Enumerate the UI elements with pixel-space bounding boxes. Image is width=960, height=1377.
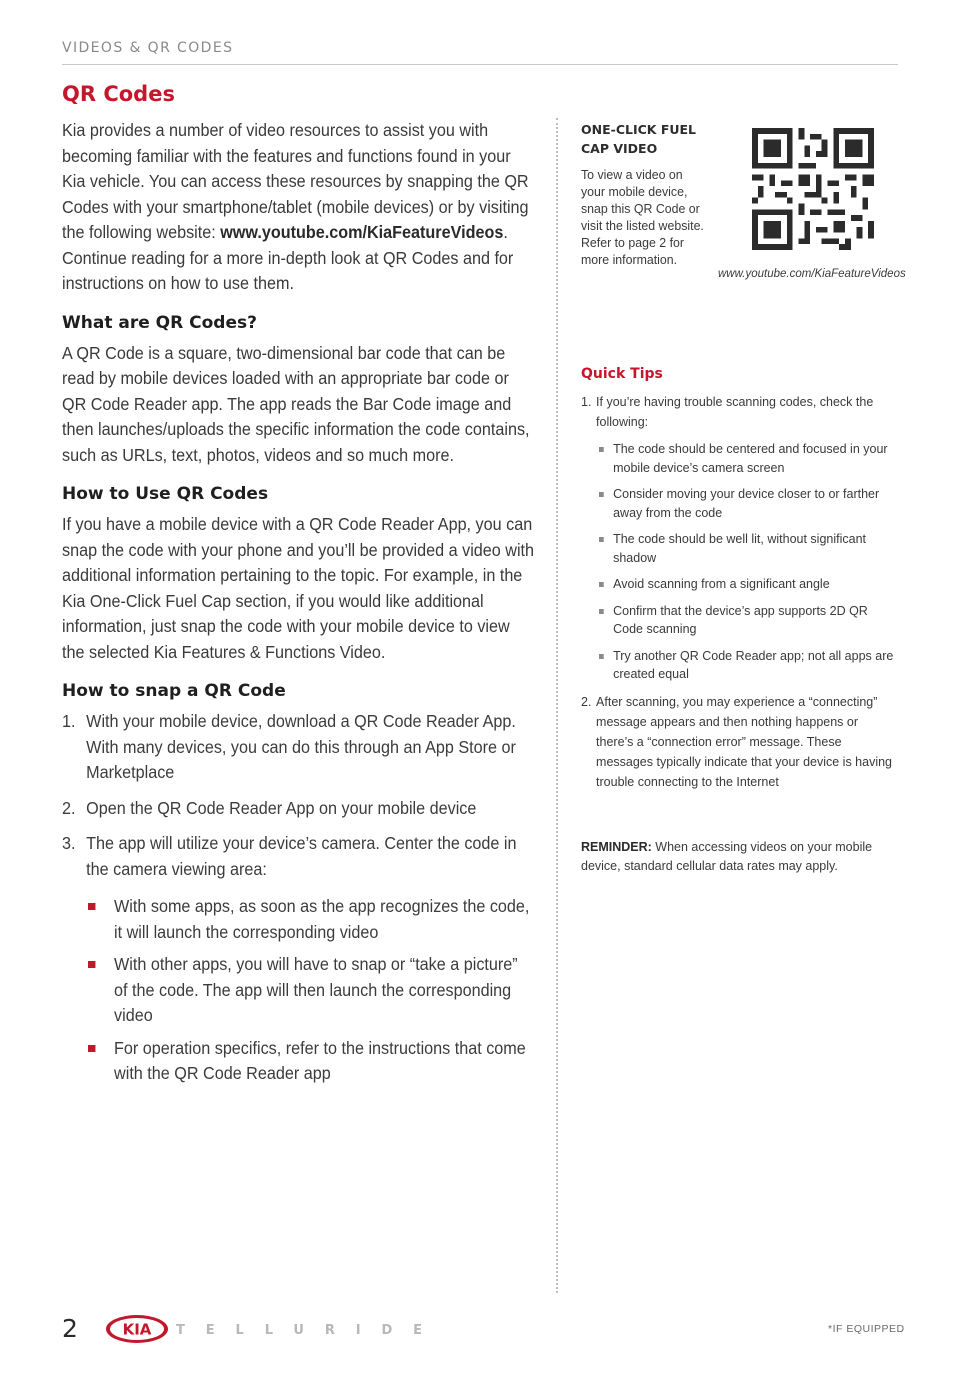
tip-bullet-text: The code should be well lit, without significant shadow [613,531,867,565]
list-item [62,796,536,822]
bullet-text: For operation specifics, refer to the instructions that come with the QR Code Reader app [114,1037,526,1083]
tip-bullet-text: The code should be centered and focused in your mobile device’s camera screen [613,441,888,475]
if-equipped-note: *IF EQUIPPED [828,1323,905,1335]
bullet-square-icon [88,1045,95,1052]
page-number: 2 [62,1314,78,1343]
bullet-square-icon [88,961,95,968]
step-number: 1. [62,711,76,731]
intro-paragraph [62,118,536,297]
telluride-logo-text: TELLURIDE [176,1323,422,1336]
main-column [62,82,537,1094]
bullet-square-icon [599,582,604,587]
step-number: 3. [62,833,76,853]
step-text: With your mobile device, download a QR Code Reader App. With many devices, you can do this through an App Store or Marketplace [86,711,516,782]
quick-tips [581,366,901,798]
column-divider [556,118,558,1293]
page-title: QR Codes [62,82,175,106]
what-paragraph: A QR Code is a square, two-dimensional bar code that can be read by mobile devices loaded with an appropriate bar code or QR Code Reader app. The app reads the Bar Code image and then launches/uploads the specific information the code contains, such as URLs, text, photos, videos and so much more. [62,342,530,465]
bullet-square-icon [599,654,604,659]
list-item [599,575,900,594]
video-instructions: To view a video on your mobile device, snap this QR Code or visit the listed website. Refer to page 2 for more information. [581,167,704,267]
list-item [88,1036,534,1087]
youtube-link[interactable]: www.youtube.com/KiaFeatureVideos [220,222,504,242]
list-item [88,952,534,1029]
reminder-text: When accessing videos on your mobile device, standard cellular data rates may apply. [581,839,873,873]
bullet-square-icon [599,492,604,497]
bullet-text: With other apps, you will have to snap or “take a picture” of the code. The app will then launch the corresponding video [114,954,518,1025]
step-number: 2. [62,797,76,818]
list-item [599,602,900,639]
list-item [581,392,896,432]
list-item [599,647,900,684]
tip-text: If you’re having trouble scanning codes, check the following: [596,394,874,429]
how-use-paragraph: If you have a mobile device with a QR Code Reader App, you can snap the code with your phone and you’ll be provided a video with additional information pertaining to the topic. For example, in the Kia One-Click Fuel Cap section, if you would like additional information, just snap the code with your mobile device to view the selected Kia Features & Functions Video. [62,514,535,662]
bullet-text: With some apps, as soon as the app recognizes the code, it will launch the corresponding video [114,896,530,942]
list-item [599,530,900,567]
how-use-heading: How to Use QR Codes [62,484,269,504]
step-text: The app will utilize your device’s camera. Center the code in the camera viewing area: [86,833,517,879]
list-item [62,709,536,786]
telluride-logo-icon [176,1322,422,1336]
steps-list [62,709,537,882]
qr-code-icon[interactable] [750,128,876,250]
tip-number: 2. [581,693,592,709]
what-heading: What are QR Codes? [62,312,257,333]
qr-url[interactable]: www.youtube.com/KiaFeatureVideos [718,268,906,280]
list-item [599,485,900,522]
section-header-title: VIDEOS & QR CODES [62,40,234,56]
video-title: ONE-CLICK FUEL CAP VIDEO [581,122,697,156]
tip-bullet-text: Consider moving your device closer to or farther away from the code [613,486,880,520]
intro-text-start: Kia provides a number of video resources to assist you with becoming familiar with the features and functions found in your Kia vehicle. You can access these resources by snapping the QR Codes with your smartphone/tablet (mobile devices) or by visiting the following website: [62,120,529,242]
list-item [581,692,896,792]
bullet-square-icon [88,903,95,910]
reminder-note [581,838,896,875]
tip-bullet-text: Try another QR Code Reader app; not all apps are created equal [613,647,894,681]
tip-text: After scanning, you may experience a “connecting” message appears and then nothing happens or there’s a “connection error” message. These messages typically indicate that your device is having trouble connecting to the Internet [596,693,893,789]
tip-bullet-text: Avoid scanning from a significant angle [613,576,830,591]
tip-bullet-text: Confirm that the device’s app supports 2D QR Code scanning [613,602,868,636]
bullet-square-icon [599,447,604,452]
list-item [62,831,536,882]
intro-text-end: . Continue reading for a more in-depth look at QR Codes and for instructions on how to use them. [62,222,514,293]
tip-number: 1. [581,394,592,409]
step-text: Open the QR Code Reader App on your mobile device [86,797,477,818]
tips-heading: Quick Tips [581,366,663,382]
tip1-bullets [599,440,899,684]
kia-logo-icon [105,1314,169,1344]
bullet-square-icon [599,537,604,542]
list-item [88,894,534,945]
list-item [599,440,900,477]
how-snap-heading: How to snap a QR Code [62,681,286,701]
reminder-label: REMINDER: [581,839,652,854]
bullet-square-icon [599,609,604,614]
kia-logo-text: KIA [122,1320,152,1339]
step3-bullets [88,894,568,1087]
header-divider [62,64,898,65]
